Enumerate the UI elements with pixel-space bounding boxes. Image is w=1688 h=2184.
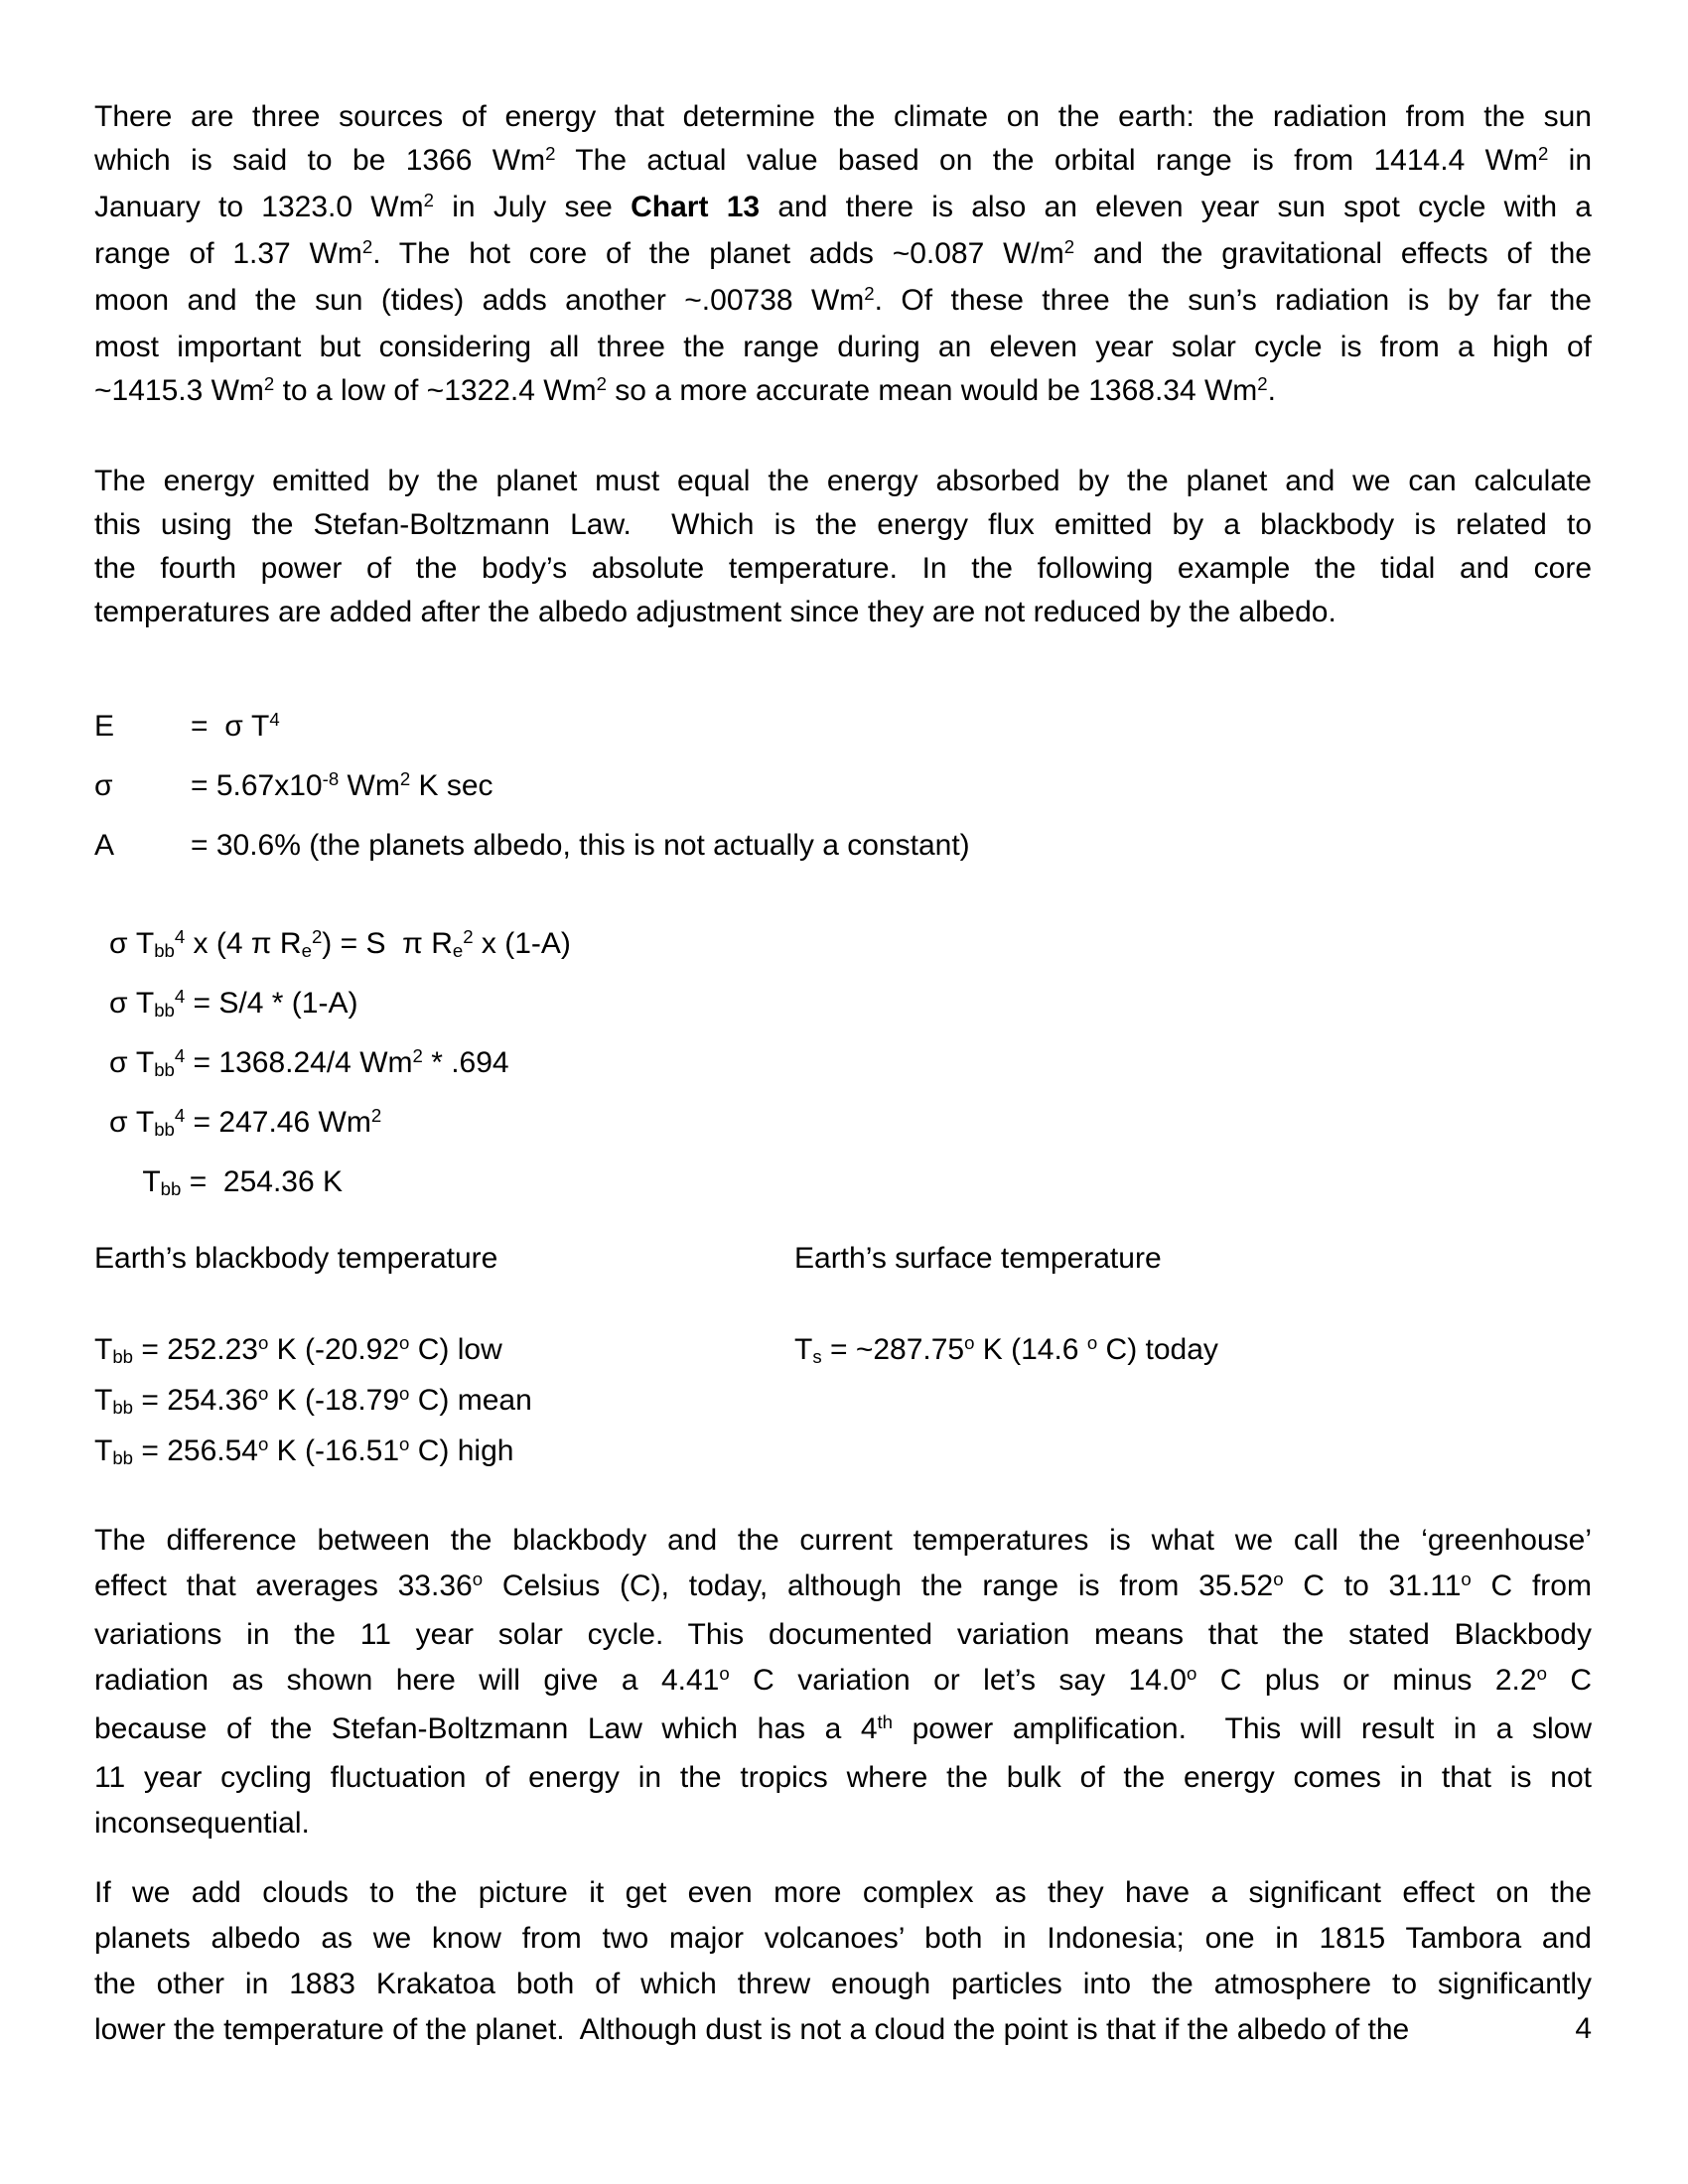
text-segment: ) = S π R [322, 927, 453, 960]
text-segment: K (-20.92 [268, 1333, 400, 1366]
superscript: 2 [864, 283, 875, 305]
text-segment: = 5.67x10 [191, 769, 323, 802]
text-segment: 11 year cycling fluctuation of energy in the tropics where the bulk of the energy comes in that is not [94, 1761, 1592, 1794]
text-segment: σ T [109, 1046, 155, 1079]
text-segment: There are three sources of energy that determine the climate on the earth: the radiation from the sun [94, 100, 1592, 133]
text-segment: Celsius (C), today, although the range is from 35.52 [483, 1570, 1274, 1602]
text-segment: The energy emitted by the planet must equal the energy absorbed by the planet and we can calculate [94, 465, 1592, 497]
text-segment: and there is also an eleven year sun spot cycle with a [760, 191, 1592, 223]
text-segment: The actual value based on the orbital range is from 1414.4 Wm [555, 144, 1538, 177]
text-segment: C from [1471, 1570, 1592, 1602]
text-segment: = ~287.75 [821, 1333, 965, 1366]
text-segment: = 254.36 K [181, 1165, 343, 1198]
blackbody-temperature-column [94, 1237, 794, 1478]
text-segment: most important but considering all three the range during an eleven year solar cycle is from a high of [94, 331, 1592, 363]
text-line [94, 1706, 1592, 1755]
text-segment: σ T [109, 1106, 155, 1139]
subscript: bb [112, 1396, 134, 1418]
equation-row-albedo [94, 817, 1592, 874]
equation-body-sigma [191, 769, 493, 802]
superscript: 2 [370, 1105, 382, 1127]
paragraph-greenhouse-effect [94, 1518, 1592, 1846]
superscript: o [1461, 1569, 1472, 1590]
text-line [94, 279, 1592, 326]
superscript: 2 [311, 926, 323, 948]
surface-temperature-column [794, 1237, 1592, 1478]
text-line [94, 1612, 1592, 1658]
subscript: s [812, 1345, 822, 1367]
text-line [94, 1564, 1592, 1612]
equation-body-albedo [191, 829, 970, 862]
equation-row-E [94, 698, 1592, 757]
subscript: bb [154, 1118, 175, 1140]
text-line [94, 503, 1592, 547]
superscript: o [257, 1433, 269, 1455]
superscript: 2 [596, 373, 607, 395]
text-line [94, 1428, 794, 1478]
superscript: o [257, 1383, 269, 1405]
text-segment: ~1415.3 Wm [94, 374, 264, 407]
subscript: bb [112, 1345, 134, 1367]
text-segment: January to 1323.0 Wm [94, 191, 424, 223]
text-line [109, 1094, 1592, 1154]
text-segment: because of the Stefan-Boltzmann Law which has a 4 [94, 1712, 878, 1745]
superscript: 2 [361, 236, 373, 258]
derivation-block [109, 915, 1592, 1213]
text-segment: which is said to be 1366 Wm [94, 144, 546, 177]
text-line [94, 95, 1592, 139]
text-segment: inconsequential. [94, 1807, 310, 1840]
text-line [109, 1034, 1592, 1094]
subscript: bb [154, 939, 175, 961]
superscript: 4 [174, 1105, 186, 1127]
text-line [109, 975, 1592, 1034]
superscript: 2 [1257, 373, 1268, 395]
text-line [94, 326, 1592, 369]
text-segment: C) mean [409, 1384, 532, 1417]
text-line [94, 1658, 1592, 1706]
text-line [94, 1755, 1592, 1801]
text-segment: = 256.54 [133, 1434, 258, 1467]
superscript: o [1086, 1332, 1098, 1354]
text-segment: If we add clouds to the picture it get even more complex as they have a significant effect on the [94, 1876, 1592, 1909]
paragraph-stefan-boltzmann [94, 460, 1592, 634]
equation-label-albedo: A [94, 829, 115, 862]
text-line [94, 1962, 1592, 2007]
temperature-columns [94, 1237, 1592, 1478]
page-number: 4 [1575, 2012, 1592, 2045]
superscript: 2 [1537, 143, 1549, 165]
text-line [94, 1916, 1592, 1962]
text-segment: = 247.46 Wm [185, 1106, 371, 1139]
text-line [94, 591, 1592, 634]
superscript: o [399, 1332, 410, 1354]
superscript: 2 [1063, 236, 1075, 258]
text-segment: T [109, 1165, 161, 1198]
text-segment: range of 1.37 Wm [94, 237, 362, 270]
text-line [794, 1326, 1592, 1377]
text-segment: * .694 [422, 1046, 509, 1079]
blackbody-temperature-lines [94, 1326, 794, 1478]
text-segment: radiation as shown here will give a 4.41 [94, 1664, 720, 1697]
text-line [94, 547, 1592, 591]
text-segment: C) high [409, 1434, 514, 1467]
text-segment: in [1548, 144, 1593, 177]
superscript: o [964, 1332, 975, 1354]
text-segment: . [1267, 374, 1276, 407]
text-segment: K (-18.79 [268, 1384, 400, 1417]
text-segment: T [94, 1384, 113, 1417]
text-segment: the other in 1883 Krakatoa both of which threw enough particles into the atmosphere to significantly [94, 1968, 1592, 2000]
subscript: e [452, 939, 464, 961]
text-segment: planets albedo as we know from two major volcanoes’ both in Indonesia; one in 1815 Tambora and [94, 1922, 1592, 1955]
text-segment: . Of these three the sun’s radiation is by far the [874, 284, 1592, 317]
text-segment: σ T [109, 987, 155, 1020]
subscript: bb [154, 1058, 175, 1080]
text-line [94, 232, 1592, 279]
superscript: o [257, 1332, 269, 1354]
text-line [94, 369, 1592, 416]
bold-text: Chart 13 [631, 191, 761, 223]
text-segment: to a low of ~1322.4 Wm [274, 374, 597, 407]
text-line [94, 1518, 1592, 1564]
superscript: o [1536, 1663, 1547, 1685]
text-segment: = S/4 * (1-A) [185, 987, 358, 1020]
superscript: 4 [174, 926, 186, 948]
superscript: o [1186, 1663, 1197, 1685]
text-segment: = 254.36 [133, 1384, 258, 1417]
text-segment: moon and the sun (tides) adds another ~.00738 Wm [94, 284, 865, 317]
superscript: 2 [423, 190, 434, 211]
text-segment: so a more accurate mean would be 1368.34 Wm [606, 374, 1258, 407]
text-segment: x (4 π R [185, 927, 302, 960]
text-line [94, 139, 1592, 186]
surface-column-heading: Earth’s surface temperature [794, 1242, 1162, 1275]
superscript: 2 [545, 143, 556, 165]
text-segment: Wm [339, 769, 400, 802]
subscript: e [301, 939, 312, 961]
text-segment: C variation or let’s say 14.0 [729, 1664, 1187, 1697]
text-segment: and the gravitational effects of the [1074, 237, 1592, 270]
text-segment: C) today [1097, 1333, 1218, 1366]
text-segment: x (1-A) [473, 927, 571, 960]
subscript: bb [154, 999, 175, 1021]
text-line [94, 1870, 1592, 1916]
text-segment: T [94, 1333, 113, 1366]
text-line [109, 1154, 1592, 1213]
superscript: 2 [463, 926, 474, 948]
equation-body-E [191, 710, 280, 743]
text-segment: this using the Stefan-Boltzmann Law. Which is the energy flux emitted by a blackbody is related to [94, 508, 1592, 541]
text-line [94, 186, 1592, 232]
surface-temperature-lines [794, 1326, 1592, 1377]
equation-row-sigma [94, 757, 1592, 817]
text-segment: C) low [409, 1333, 502, 1366]
text-segment: T [794, 1333, 813, 1366]
subscript: bb [112, 1446, 134, 1468]
text-segment: C [1546, 1664, 1593, 1697]
equation-label-sigma: σ [94, 769, 113, 802]
superscript: o [1273, 1569, 1284, 1590]
superscript: 4 [174, 986, 186, 1008]
text-segment: The difference between the blackbody and the current temperatures is what we call the ‘greenhouse’ [94, 1524, 1592, 1557]
superscript: o [399, 1433, 410, 1455]
text-segment: K sec [410, 769, 493, 802]
text-segment: K (-16.51 [268, 1434, 400, 1467]
text-segment: power amplification. This will result in a slow [893, 1712, 1592, 1745]
text-segment: C plus or minus 2.2 [1196, 1664, 1537, 1697]
superscript: 2 [412, 1045, 423, 1067]
superscript: o [719, 1663, 730, 1685]
text-line [94, 460, 1592, 503]
text-segment: K (14.6 [974, 1333, 1087, 1366]
superscript: o [472, 1569, 484, 1590]
text-line [94, 1801, 1592, 1846]
text-segment: σ T [109, 927, 155, 960]
text-segment: temperatures are added after the albedo adjustment since they are not reduced by the albedo. [94, 596, 1336, 628]
text-segment: the fourth power of the body’s absolute temperature. In the following example the tidal and core [94, 552, 1592, 585]
text-segment: variations in the 11 year solar cycle. This documented variation means that the stated Blackbody [94, 1618, 1592, 1651]
subscript: bb [160, 1177, 182, 1199]
text-line [94, 1326, 794, 1377]
text-line [109, 915, 1592, 975]
text-segment: = 30.6% (the planets albedo, this is not actually a constant) [191, 829, 970, 862]
text-segment: in July see [433, 191, 632, 223]
text-segment: = σ T [191, 710, 270, 743]
text-segment: = 1368.24/4 Wm [185, 1046, 413, 1079]
blackbody-column-heading: Earth’s blackbody temperature [94, 1242, 498, 1275]
text-segment: C to 31.11 [1283, 1570, 1462, 1602]
constants-block [94, 698, 1592, 874]
superscript: -8 [322, 768, 340, 790]
text-segment: lower the temperature of the planet. Although dust is not a cloud the point is that if the albedo of the [94, 2013, 1410, 2046]
text-segment: T [94, 1434, 113, 1467]
text-segment: effect that averages 33.36 [94, 1570, 473, 1602]
superscript: 4 [174, 1045, 186, 1067]
superscript: 2 [263, 373, 275, 395]
equation-label-E: E [94, 710, 115, 743]
text-segment: = 252.23 [133, 1333, 258, 1366]
superscript: th [877, 1711, 894, 1733]
paragraph-clouds-volcanoes [94, 1870, 1592, 2053]
text-line [94, 1377, 794, 1428]
superscript: 4 [269, 709, 280, 731]
superscript: o [399, 1383, 410, 1405]
superscript: 2 [399, 768, 411, 790]
text-line [94, 2007, 1592, 2053]
paragraph-energy-sources [94, 95, 1592, 416]
text-segment: . The hot core of the planet adds ~0.087 W/m [372, 237, 1064, 270]
